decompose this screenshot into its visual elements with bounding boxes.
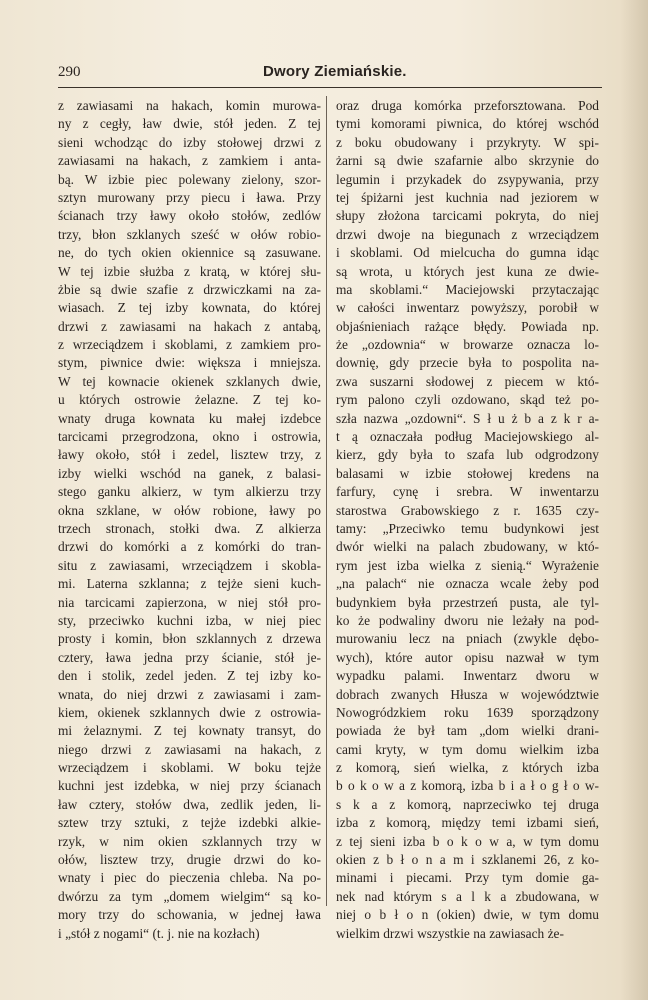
text-line: ny z cegły, ław dwie, stół jeden. Z tej [58, 116, 321, 132]
text-line: ławy około, stół i zedel, lisztew trzy, z [58, 447, 321, 463]
page-edge-shadow [620, 0, 648, 1000]
text-line: objaśnieniach rażące błędy. Powiada np. [336, 318, 599, 334]
text-line: mi żelaznymi. Z tej kownaty transyt, do [58, 723, 321, 739]
text-line: trzech stronach, stołki dwa. Z alkierza [58, 520, 321, 536]
text-line: z boku obudowany i przykryty. W spi- [336, 134, 599, 150]
text-line: ołów, lisztew trzy, drugie drzwi do ko- [58, 852, 321, 868]
text-line: powiada że był tam „dom wielki drani- [336, 723, 599, 739]
text-line: wych), które autor opisu nazwał w tym [336, 649, 599, 665]
text-line: „na palach“ nie oznacza wcale żeby pod [336, 576, 599, 592]
text-line: zawiasami na hakach, z zamkiem i anta- [58, 153, 321, 169]
text-line: Nowogródzkiem roku 1639 sporządzony [336, 704, 599, 720]
running-title: Dwory Ziemiańskie. [263, 63, 407, 80]
text-line: situ z zawiasami, wrzeciądzem i skobla- [58, 557, 321, 573]
text-line: są wrota, u których jest kuna ze dwie- [336, 263, 599, 279]
text-line: ma skoblami.“ Maciejowski przytaczając [336, 281, 599, 297]
page-number: 290 [58, 64, 81, 80]
text-line: sieni wchodząc do izby stołowej drzwi z [58, 134, 321, 150]
text-line: tymi komorami piwnica, do której wschód [336, 116, 599, 132]
text-line: ko że podwaliny dworu nie leżały na pod- [336, 612, 599, 628]
text-line: tarcicami przegrodzona, okno i ostrowia, [58, 429, 321, 445]
text-line: wypadku palami. Inwentarz dworu w [336, 668, 599, 684]
text-line: z wrzeciądzem i skoblami, z zamkiem pro- [58, 337, 321, 353]
text-line: ścianach trzy ławy około stołów, zedlów [58, 208, 321, 224]
text-line: żarni są dwie szafarnie albo skrzynie do [336, 153, 599, 169]
text-line: drzwi dwoje na biegunach z wrzeciądzem [336, 226, 599, 242]
text-line: rym jest izba wielka z sienią.“ Wyrażenie [336, 557, 599, 573]
text-line: wnaty druga kownata ku małej izdebce [58, 410, 321, 426]
header-rule [58, 87, 602, 88]
text-line: bą. W izbie piec polewany zielony, szor- [58, 171, 321, 187]
text-line: downię, gdy przecie była to pospolita na- [336, 355, 599, 371]
left-text-column [58, 97, 321, 943]
text-line: oraz druga komórka przeforsztowana. Pod [336, 98, 599, 113]
text-line: drzwi do komórki a z komórki do tran- [58, 539, 321, 555]
text-line: z komorą, sień wielka, z których izba [336, 760, 599, 776]
text-line: wnaty i piec do pieczenia chleba. Na po- [58, 870, 321, 886]
text-line: starostwa Grabowskiego z r. 1635 czy- [336, 502, 599, 518]
text-line: stego ganku alkierz, w tym alkierzu trzy [58, 484, 321, 500]
text-line: dobrach zwanych Hłusza w województwie [336, 686, 599, 702]
text-line: s k a z komorą, naprzeciwko tej druga [336, 796, 599, 812]
text-line: wnata, do niej drzwi z zawiasami i zam- [58, 686, 321, 702]
text-line: mory trzy do schowania, w jednej ława [58, 907, 321, 923]
text-line: budynkiem była przestrzeń pusta, ale tyl- [336, 594, 599, 610]
text-line: t ą oznaczała podług Maciejowskiego al- [336, 429, 599, 445]
text-line: izba z komorą, między temi izbami sień, [336, 815, 599, 831]
text-line: ne, do tych okien okiennice są zasuwane. [58, 245, 321, 261]
text-line: wrzeciądzem i skoblami. W boku tejże [58, 760, 321, 776]
text-line: minami i piecami. Przy tym domie ga- [336, 870, 599, 886]
text-line: wielkim drzwi wszystkie na zawiasach że- [336, 925, 564, 941]
text-line: farfury, cynę i srebra. W inwentarzu [336, 484, 599, 500]
text-line: z zawiasami na hakach, komin murowa- [58, 98, 321, 113]
text-line: sztew trzy sztuki, z tejże izdebki alkie- [58, 815, 321, 831]
text-line: okien z b ł o n a m i szklanemi 26, z ko- [336, 852, 599, 868]
text-line: tamy: „Przeciwko temu budynkowi jest [336, 520, 599, 536]
text-line: z tej sieni izba b o k o w a, w tym domu [336, 833, 599, 849]
text-line: stym, piwnice dwie: większa i mniejsza. [58, 355, 321, 371]
column-divider [326, 96, 327, 906]
text-line: i „stół z nogami“ (t. j. nie na kozłach) [58, 925, 260, 941]
text-line: tej śpiżarni jest kuchnia nad jeziorem w [336, 189, 599, 205]
text-line: den i stolik, zedel jeden. Z tej izby ko- [58, 668, 321, 684]
text-line: drzwi z zawiasami na hakach z antabą, [58, 318, 321, 334]
text-line: kuchni jest izdebka, w niej przy ścianach [58, 778, 321, 794]
text-line: ław cztery, stołów dwa, zedlik jeden, li- [58, 796, 321, 812]
text-line: niego drzwi z zawiasami na hakach, z [58, 741, 321, 757]
text-line: żbie są dwie szafie z drzwiczkami na za- [58, 281, 321, 297]
text-line: i skoblami. Od mielcucha do gumna idąc [336, 245, 599, 261]
right-text-column [336, 97, 599, 943]
text-line: dwórzu za tym „domem wielgim“ są ko- [58, 888, 321, 904]
text-line: dwór wielki na palach zbudowany, w któ- [336, 539, 599, 555]
text-line: nia tarcicami zapierzona, w niej stół pro- [58, 594, 321, 610]
text-line: kiem, okienek szklannych dwie z ostrowia- [58, 704, 321, 720]
text-line: zwa suszarni słodowej z piecem w któ- [336, 373, 599, 389]
text-line: izby wielki wschód na ganek, z balasi- [58, 465, 321, 481]
text-line: W tej izbie służba z kratą, w której słu- [58, 263, 321, 279]
text-line: słupy złożona tarcicami pokryta, do niej [336, 208, 599, 224]
text-line: murowaniu lecz na pniach (zwykle dębo- [336, 631, 599, 647]
text-line: rym palono czyli ozdowano, skąd też po- [336, 392, 599, 408]
text-line: okna szklane, w ołów robione, ławy po [58, 502, 321, 518]
text-line: wiasach. Z tej izby kownata, do której [58, 300, 321, 316]
text-line: sty, przeciwko kuchni izba, w niej piec [58, 612, 321, 628]
text-line: u których ostrowie żelazne. Z tej ko- [58, 392, 321, 408]
text-line: rzyk, w nim okien szklannych trzy w [58, 833, 321, 849]
text-line: kierz, gdy była to szafa lub odgrodzony [336, 447, 599, 463]
text-line: mi. Laterna szklanna; z tejże sieni kuch- [58, 576, 321, 592]
text-line: prosty i komin, błon szklannych z drzewa [58, 631, 321, 647]
text-line: sztyn murowany przy piecu i ława. Przy [58, 189, 321, 205]
text-line: że „ozdownia“ w browarze oznacza lo- [336, 337, 599, 353]
text-line: w całości inwentarz powyższy, porobił w [336, 300, 599, 316]
text-line: balasami w izbie stołowej kredens na [336, 465, 599, 481]
text-line: W tej kownacie okienek szklanych dwie, [58, 373, 321, 389]
text-line: b o k o w a z komorą, izba b i a ł o g ł o w- [336, 778, 599, 794]
text-line: szła nazwa „ozdowni“. S ł u ż b a z k r a- [336, 410, 599, 426]
page-header [58, 64, 598, 86]
text-line: trzy, błon szklanych sześć w ołów robio- [58, 226, 321, 242]
text-line: legumin i przykadek do zsypywania, przy [336, 171, 599, 187]
text-line: cztery, ława jedna przy ścianie, stół je- [58, 649, 321, 665]
text-line: nek nad którym s a l k a zbudowana, w [336, 888, 599, 904]
text-line: niej o b ł o n (okien) dwie, w tym domu [336, 907, 599, 923]
text-line: cami kryty, w tym domu wielkim izba [336, 741, 599, 757]
